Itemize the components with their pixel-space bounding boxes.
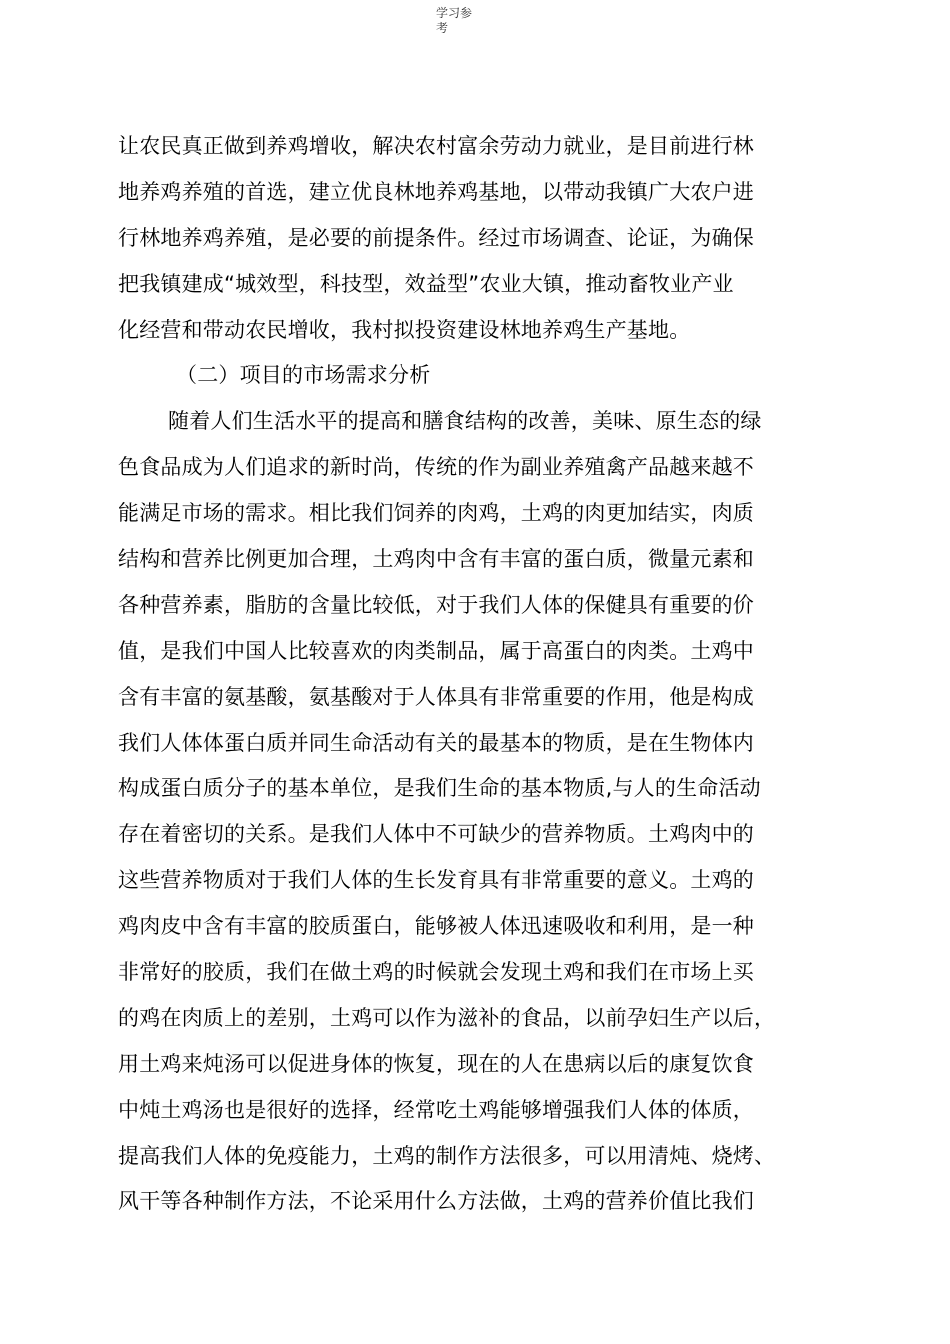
text-line: 值，是我们中国人比较喜欢的肉类制品，属于高蛋白的肉类。土鸡中 [118,638,754,663]
paragraph-market-analysis [118,399,858,1225]
text-line: 化经营和带动农民增收，我村拟投资建设林地养鸡生产基地。 [118,317,691,342]
text-line: 鸡肉皮中含有丰富的胶质蛋白，能够被人体迅速吸收和利用，是一种 [118,914,754,939]
section-heading: （二）项目的市场需求分析 [176,363,431,388]
text-line: 存在着密切的关系。是我们人体中不可缺少的营养物质。土鸡肉中的 [118,822,754,847]
header-text-line-2: 考 [436,21,449,35]
text-line: 含有丰富的氨基酸，氨基酸对于人体具有非常重要的作用，他是构成 [118,684,754,709]
text-line: 随着人们生活水平的提高和膳食结构的改善，美味、原生态的绿 [168,409,762,434]
text-line: 各种营养素，脂肪的含量比较低，对于我们人体的保健具有重要的价 [118,592,754,617]
text-line: 非常好的胶质，我们在做土鸡的时候就会发现土鸡和我们在市场上买 [118,960,754,985]
paragraph-continued [118,124,858,353]
text-line: 能满足市场的需求。相比我们饲养的肉鸡，土鸡的肉更加结实，肉质 [118,501,754,526]
text-line: 的鸡在肉质上的差别，土鸡可以作为滋补的食品，以前孕妇生产以后， [118,1005,776,1030]
text-line: 行林地养鸡养殖，是必要的前提条件。经过市场调查、论证，为确保 [118,225,754,250]
text-line: 色食品成为人们追求的新时尚，传统的作为副业养殖禽产品越来越不 [118,455,754,480]
page-header [436,6,484,36]
text-line: 提高我们人体的免疫能力，土鸡的制作方法很多，可以用清炖、烧烤、 [118,1143,776,1168]
text-line: 结构和营养比例更加合理，土鸡肉中含有丰富的蛋白质，微量元素和 [118,547,754,572]
text-line: 中炖土鸡汤也是很好的选择，经常吃土鸡能够增强我们人体的体质， [118,1097,754,1122]
text-line: 把我镇建成“城效型，科技型，效益型”农业大镇，推动畜牧业产业 [118,271,734,296]
text-line: 我们人体体蛋白质并同生命活动有关的最基本的物质，是在生物体内 [118,730,754,755]
text-line: 这些营养物质对于我们人体的生长发育具有非常重要的意义。土鸡的 [118,868,754,893]
text-line: 让农民真正做到养鸡增收，解决农村富余劳动力就业，是目前进行林 [118,134,754,158]
text-line: 地养鸡养殖的首选，建立优良林地养鸡基地，以带动我镇广大农户进 [118,179,754,204]
text-line: 用土鸡来炖汤可以促进身体的恢复，现在的人在患病以后的康复饮食 [118,1051,754,1076]
text-line: 风干等各种制作方法，不论采用什么方法做，土鸡的营养价值比我们 [118,1189,754,1214]
header-text-line-1: 学习参 [436,6,473,20]
document-body [118,124,858,1225]
text-line: 构成蛋白质分子的基本单位，是我们生命的基本物质,与人的生命活动 [118,776,761,801]
